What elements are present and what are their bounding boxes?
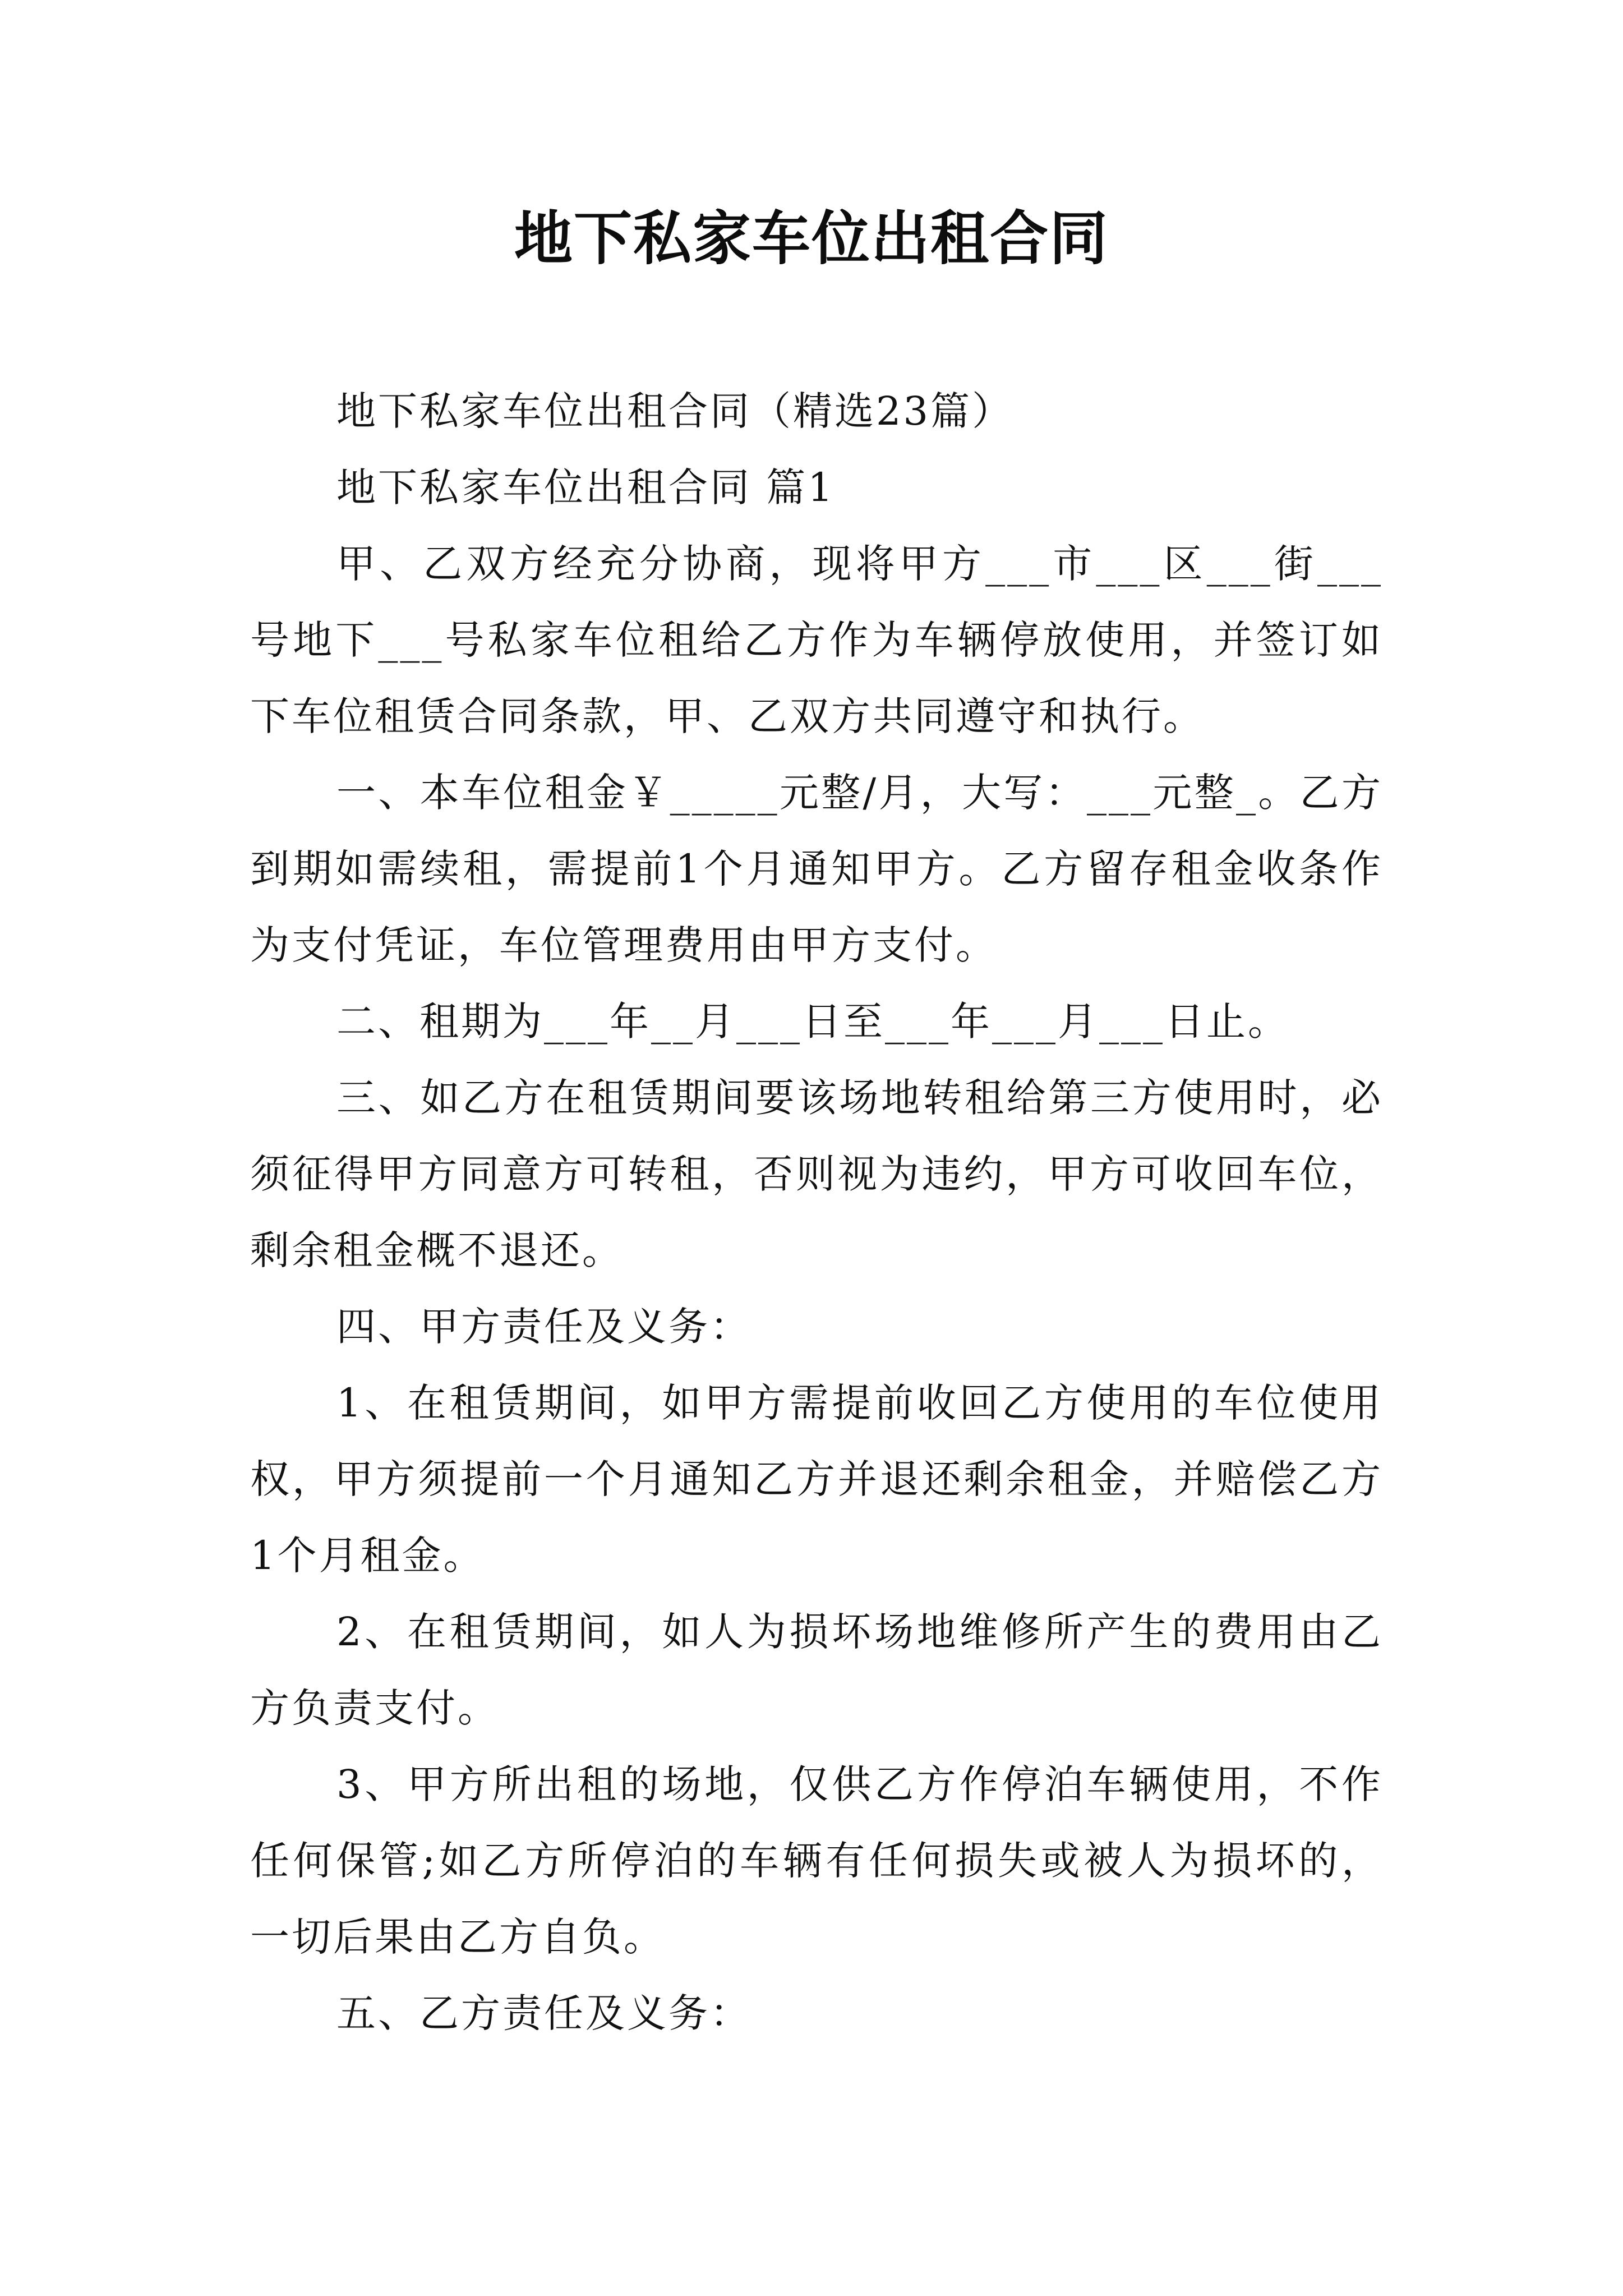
clause-4-item-2: 2、在租赁期间，如人为损坏场地维修所产生的费用由乙方负责支付。 [250,1609,1383,1731]
section-heading-part-1: 地下私家车位出租合同 篇1 [336,464,835,510]
paragraph-agreement-intro: 甲、乙双方经充分协商，现将甲方___市___区___街___号地下___号私家车位租给乙方作为车辆停放使用，并签订如下车位租赁合同条款，甲、乙双方共同遵守和执行。 [250,541,1383,739]
clause-4-item-1: 1、在租赁期间，如甲方需提前收回乙方使用的车位使用权，甲方须提前一个月通知乙方并退还剩余租金，并赔偿乙方1个月租金。 [250,1380,1383,1579]
clause-5-heading: 五、乙方责任及义务： [336,1990,751,2036]
document-title: 地下私家车位出租合同 [514,204,1109,273]
subtitle-selection: 地下私家车位出租合同（精选23篇） [336,388,1014,434]
document-body [250,373,1383,2051]
clause-1-rent: 一、本车位租金￥_____元整/月，大写：___元整_。乙方到期如需续租，需提前1个月通知甲方。乙方留存租金收条作为支付凭证，车位管理费用由甲方支付。 [250,770,1383,968]
clause-3-sublease: 三、如乙方在租赁期间要该场地转租给第三方使用时，必须征得甲方同意方可转租，否则视为违约，甲方可收回车位，剩余租金概不退还。 [250,1075,1383,1273]
clause-4-item-3: 3、甲方所出租的场地，仅供乙方作停泊车辆使用，不作任何保管;如乙方所停泊的车辆有任何损失或被人为损坏的，一切后果由乙方自负。 [250,1761,1383,1960]
clause-4-heading: 四、甲方责任及义务： [336,1304,751,1350]
clause-2-term: 二、租期为___年__月___日至___年___月___日止。 [336,999,1289,1045]
